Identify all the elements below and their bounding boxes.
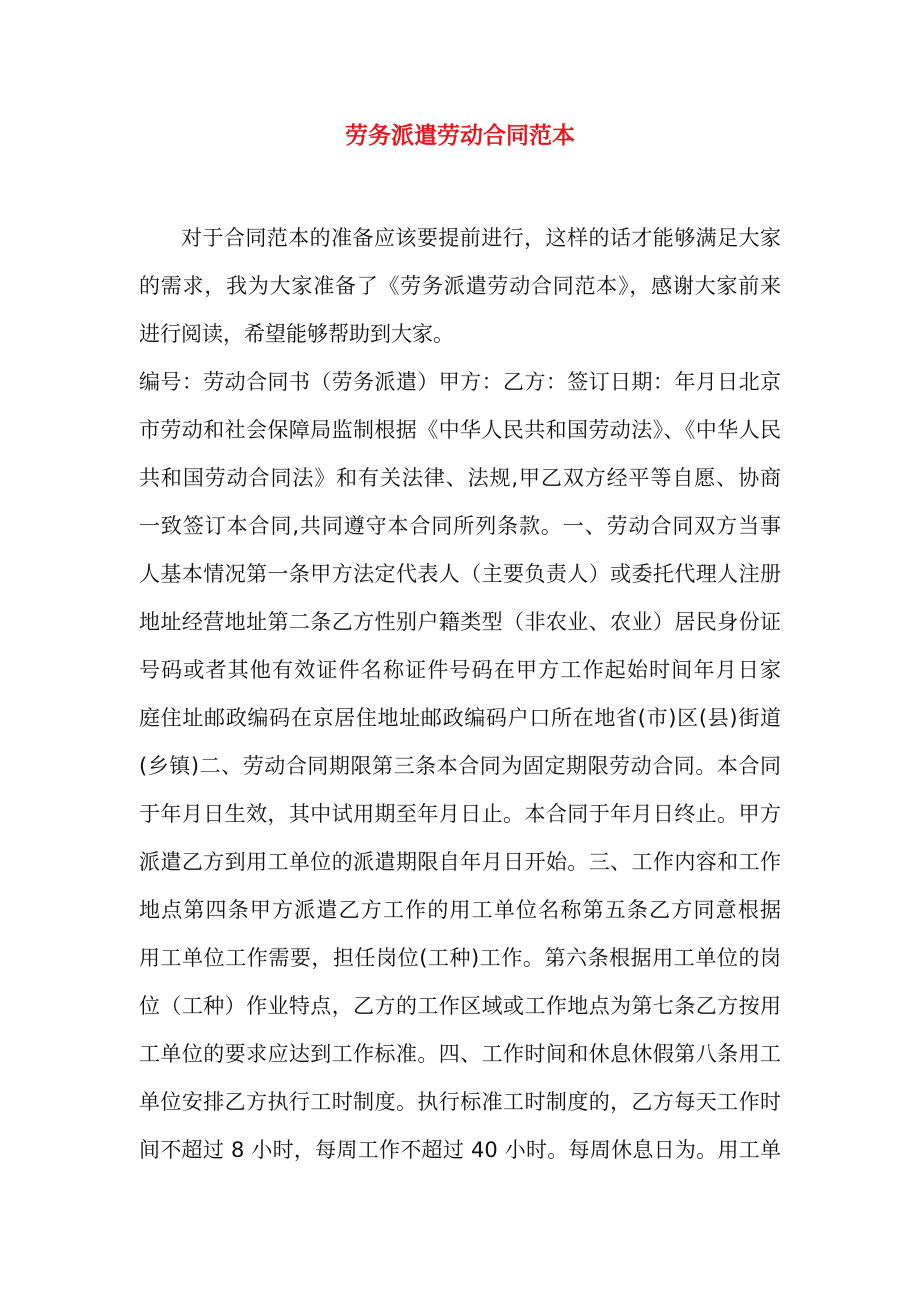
body-line: 工单位的要求应达到工作标准。四、工作时间和休息休假第八条用工 bbox=[139, 1042, 781, 1066]
body-line: 位（工种）作业特点，乙方的工作区域或工作地点为第七条乙方按用 bbox=[139, 994, 781, 1018]
body-line: 于年月日生效，其中试用期至年月日止。本合同于年月日终止。甲方 bbox=[139, 802, 781, 826]
document-title: 劳务派遣劳动合同范本 bbox=[345, 123, 575, 149]
body-line: 单位安排乙方执行工时制度。执行标准工时制度的，乙方每天工作时 bbox=[139, 1090, 781, 1114]
body-line: 庭住址邮政编码在京居住地址邮政编码户口所在地省(市)区(县)街道 bbox=[139, 706, 781, 730]
body-line: 共和国劳动合同法》和有关法律、法规,甲乙双方经平等自愿、协商 bbox=[139, 466, 781, 490]
body-line: 号码或者其他有效证件名称证件号码在甲方工作起始时间年月日家 bbox=[139, 658, 781, 682]
body-line: 间不超过 8 小时，每周工作不超过 40 小时。每周休息日为。用工单 bbox=[139, 1138, 781, 1162]
intro-line: 进行阅读，希望能够帮助到大家。 bbox=[139, 322, 454, 346]
intro-line: 的需求，我为大家准备了《劳务派遣劳动合同范本》，感谢大家前来 bbox=[139, 274, 781, 298]
body-line: 用工单位工作需要，担任岗位(工种)工作。第六条根据用工单位的岗 bbox=[139, 946, 781, 970]
body-line: 编号：劳动合同书（劳务派遣）甲方：乙方：签订日期：年月日北京 bbox=[139, 370, 781, 394]
document-body bbox=[139, 214, 781, 1174]
body-line: 派遣乙方到用工单位的派遣期限自年月日开始。三、工作内容和工作 bbox=[139, 850, 781, 874]
body-line: 一致签订本合同,共同遵守本合同所列条款。一、劳动合同双方当事 bbox=[139, 514, 781, 538]
intro-line: 对于合同范本的准备应该要提前进行，这样的话才能够满足大家 bbox=[181, 226, 781, 250]
body-line: 地址经营地址第二条乙方性别户籍类型（非农业、农业）居民身份证 bbox=[139, 610, 781, 634]
body-line: (乡镇)二、劳动合同期限第三条本合同为固定期限劳动合同。本合同 bbox=[139, 754, 781, 778]
body-line: 人基本情况第一条甲方法定代表人（主要负责人）或委托代理人注册 bbox=[139, 562, 781, 586]
body-line: 市劳动和社会保障局监制根据《中华人民共和国劳动法》、《中华人民 bbox=[139, 418, 781, 442]
body-line: 地点第四条甲方派遣乙方工作的用工单位名称第五条乙方同意根据 bbox=[139, 898, 781, 922]
